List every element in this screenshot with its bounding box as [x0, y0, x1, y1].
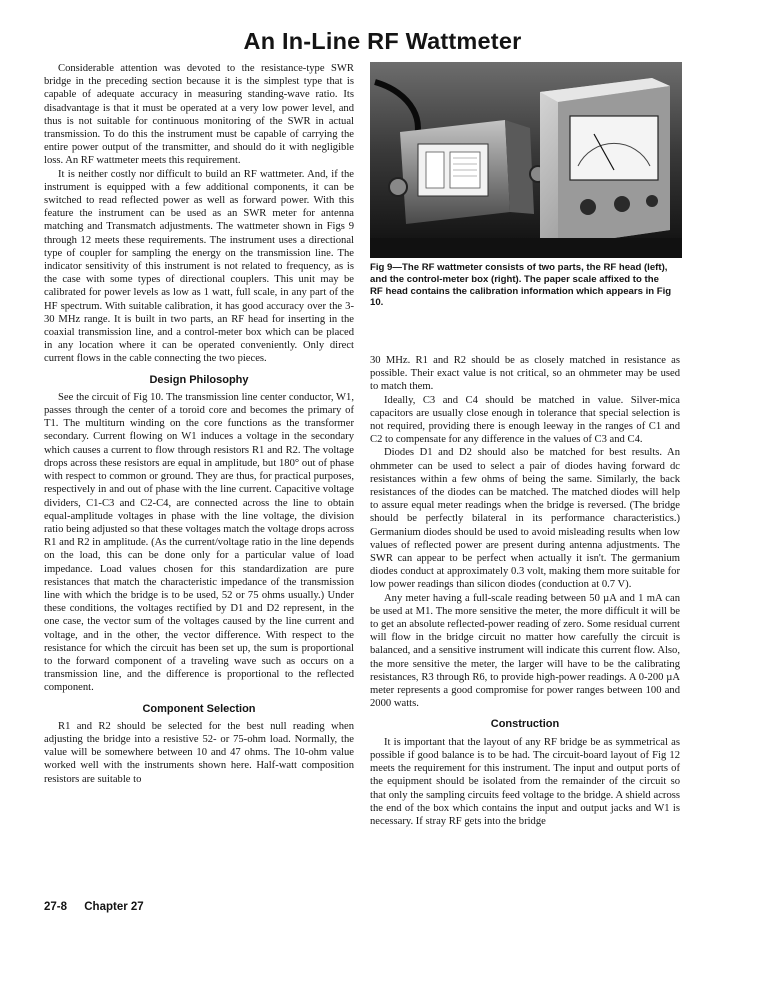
section-heading-component-selection: Component Selection: [142, 702, 256, 715]
paragraph: It is neither costly nor difficult to build an RF wattmeter. And, if the instrument is equipped with a few additional components, it can be switched to read reflected power as well as forward power. With this feature the instrument can be used as an SWR meter for antenna matching and Transmatch adjustments. The wattmeter shown in Figs 9 through 12 meets these requirements. The instrument uses a directional type of coupler for sampling the energy on the transmission line. The indicator sensitivity of this instrument is not related to frequency, as is the case with some types of directional couplers. This unit may be calibrated for power levels as low as 1 watt, full scale, in any part of the HF spectrum. With suitable calibration, it has good accuracy over the 3-30 MHz range. It is built in two parts, an RF head for inserting in the coaxial transmission line, and a control-meter box which can be placed in any location where it can be operated conveniently. Only direct current flows in the cable connecting the two pieces.: [44, 168, 354, 365]
paragraph: Any meter having a full-scale reading between 50 µA and 1 mA can be used at M1. The more sensitive the meter, the more difficult it will be to get an absolute reflected-power reading of zero. Some residual current will flow in the bridge circuit no matter how carefully the circuit is balanced, and a sensitive instrument will indicate this current flow. Also, the more sensitive the meter, the larger will have to be the calibrating resistances, R3 through R6, to provide high-power readings. A 0-200 µA meter represents a good compromise for power ranges between 100 and 2000 watts.: [370, 592, 680, 710]
paragraph: 30 MHz. R1 and R2 should be as closely matched in resistance as possible. Their exact value is not critical, so an ohmmeter may be used to match them.: [370, 355, 680, 393]
paragraph: It is important that the layout of any RF bridge be as symmetrical as possible if good balance is to be had. The circuit-board layout of Fig 12 meets the requirement for this instrument. The input and output ports of the equipment should be isolated from the remainder of the circuit so that only the sampling circuits feed voltage to the bridge. A shield across the end of the box which contains the input and output jacks and W1 is necessary. If stray RF gets into the bridge: [370, 736, 680, 827]
figure-caption: Fig 9—The RF wattmeter consists of two parts, the RF head (left), and the control-meter box (right). The paper scale affixed to the RF head contains the calibration information which appears in Fig 10.: [370, 262, 672, 309]
page-title: An In-Line RF Wattmeter: [243, 28, 522, 54]
paragraph: See the circuit of Fig 10. The transmission line center conductor, W1, passes through the center of a toroid core and becomes the primary of T1. The multiturn winding on the core functions as the transformer secondary. Current flowing on W1 induces a voltage in the secondary which causes a current to flow through resistors R1 and R2. The voltage drops across these resistors are equal in amplitude, but 180° out of phase with respect to common or ground. They are thus, for practical purposes, respectively in and out of phase with the line current. Capacitive voltage dividers, C1-C3 and C2-C4, are connected across the line to obtain equal-amplitude voltages in phase with the line voltage, the division ratio being adjusted so that these voltages match the voltage drops across R1 and R2 in amplitude. (As the current/voltage ratio in the line depends on the load, this can be done only for a particular value of load impedance. Load values chosen for this standardization are pure resistances that match the characteristic impedance of the transmission line with which the bridge is to be used, 52 or 75 ohms usually.) Under these conditions, the voltages rectified by D1 and D2 represent, in the one case, the vector sum of the voltages caused by the line current and voltage, and in the other, the vector difference. With respect to the resistance for which the circuit has been set up, the sum is proportional to the forward component of a traveling wave such as occurs on a transmission line, and the difference is proportional to the reflected component.: [44, 391, 354, 694]
chapter-label: Chapter 27: [84, 901, 144, 913]
page-footer: [44, 901, 144, 913]
paragraph: Considerable attention was devoted to the resistance-type SWR bridge in the preceding section because it is the simplest type that is capable of adequate accuracy in measuring standing-wave ratio. Its disadvantage is that it must be operated at a very low power level, and thus is not suitable for continuous monitoring of the SWR in actual transmission. To do this the instrument must be capable of carrying the entire power output of the transmitter, and should do it with negligible loss. An RF wattmeter meets this requirement.: [44, 63, 354, 167]
left-column: [44, 62, 354, 786]
right-column: [370, 354, 680, 828]
section-heading-design-philosophy: Design Philosophy: [149, 373, 249, 386]
paragraph: R1 and R2 should be selected for the best null reading when adjusting the bridge into a resistive 52- or 75-ohm load. Normally, the value will be somewhere between 10 and 47 ohms. The 10-ohm value worked well with the instruments shown here. Half-watt composition resistors are suitable to: [44, 720, 354, 785]
section-heading-construction: Construction: [490, 718, 560, 731]
wattmeter-photo: [370, 62, 682, 258]
paragraph: Ideally, C3 and C4 should be matched in value. Silver-mica capacitors are usually close enough in tolerance that special selection is not required, providing there is enough leeway in the ranges of C1 and C2 to compensate for any difference in the values of C3 and C4.: [370, 394, 680, 446]
page-number: 27-8: [44, 901, 68, 913]
paragraph: Diodes D1 and D2 should also be matched for best results. An ohmmeter can be used to select a pair of diodes having forward dc resistances within a few ohms of being the same. Similarly, the back resistances of the diodes can be matched. The matched diodes will help to assure equal meter readings when the bridge is reversed. (The bridge should be perfectly bilateral in its performance characteristics.) Germanium diodes should be used to avoid misleading results when low values of reflected power are present during antenna adjustments. The SWR can appear to be perfect when actually it isn't. The germanium diodes conduct at approximately 0.3 volt, making them more suitable for low power readings than silicon diodes (conduction at 0.7 V).: [370, 447, 680, 591]
